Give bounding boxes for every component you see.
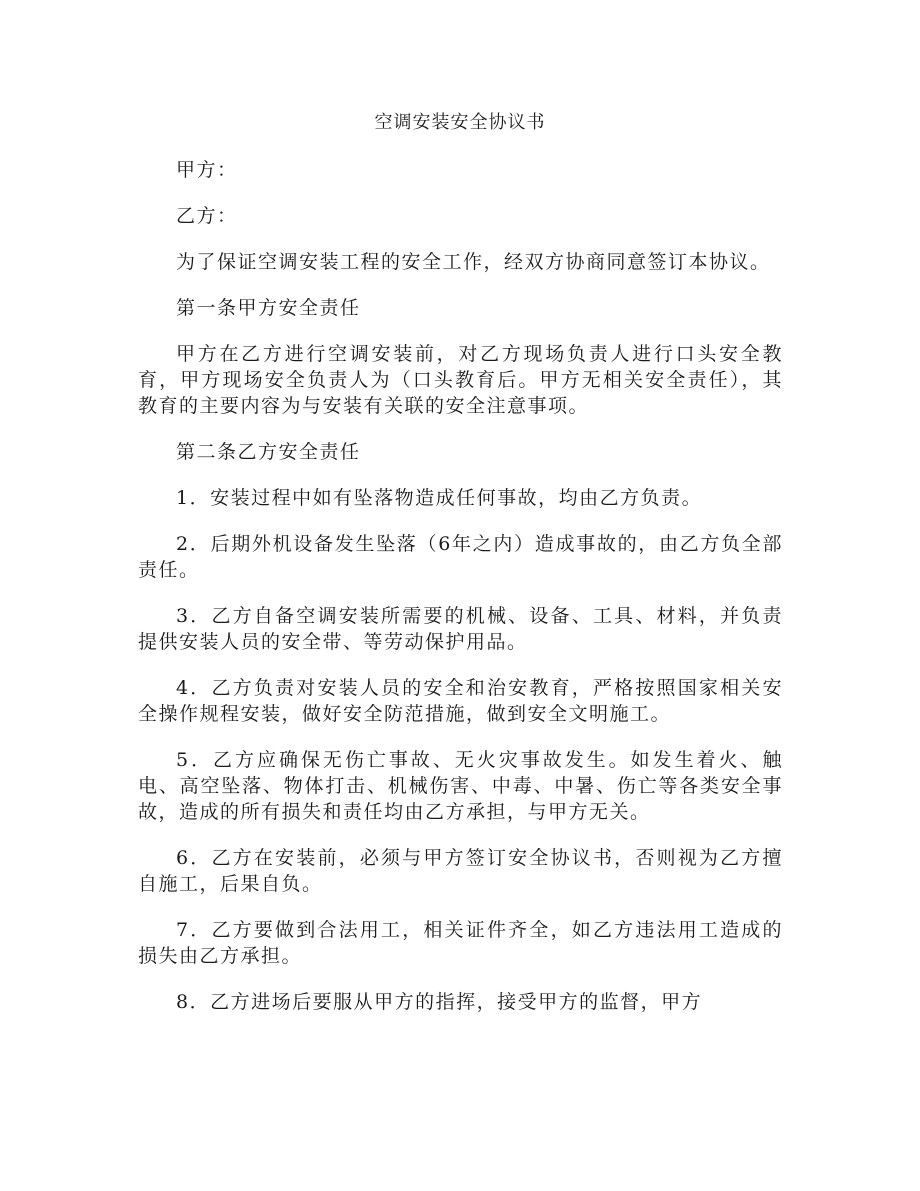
item-1: 1．安装过程中如有坠落物造成任何事故，均由乙方负责。 [176, 487, 703, 509]
intro-paragraph: 为了保证空调安装工程的安全工作，经双方协商同意签订本协议。 [176, 251, 771, 273]
item-8: 8．乙方进场后要服从甲方的指挥，接受甲方的监督，甲方 [176, 991, 703, 1013]
item-2: 2．后期外机设备发生坠落（6年之内）造成事故的，由乙方负全部责任。 [138, 533, 783, 581]
article-1-heading: 第一条甲方安全责任 [176, 297, 361, 319]
party-a-line: 甲方： [176, 159, 238, 181]
article-2-heading: 第二条乙方安全责任 [176, 441, 361, 463]
item-5: 5．乙方应确保无伤亡事故、无火灾事故发生。如发生着火、触电、高空坠落、物体打击、机械伤害、中毒、中暑、伤亡等各类安全事故，造成的所有损失和责任均由乙方承担，与甲方无关。 [138, 749, 783, 823]
document-title: 空调安装安全协议书 [374, 112, 546, 133]
article-1-body: 甲方在乙方进行空调安装前，对乙方现场负责人进行口头安全教育，甲方现场安全负责人为（口头教育后。甲方无相关安全责任），其教育的主要内容为与安装有关联的安全注意事项。 [138, 343, 783, 417]
item-6: 6．乙方在安装前，必须与甲方签订安全协议书，否则视为乙方擅自施工，后果自负。 [138, 847, 783, 895]
item-3: 3．乙方自备空调安装所需要的机械、设备、工具、材料，并负责提供安装人员的安全带、等劳动保护用品。 [138, 605, 783, 653]
document-body [138, 157, 783, 1035]
item-7: 7．乙方要做到合法用工，相关证件齐全，如乙方违法用工造成的损失由乙方承担。 [138, 919, 783, 967]
party-b-line: 乙方： [176, 205, 238, 227]
item-4: 4．乙方负责对安装人员的安全和治安教育，严格按照国家相关安全操作规程安装，做好安全防范措施，做到安全文明施工。 [138, 677, 783, 725]
